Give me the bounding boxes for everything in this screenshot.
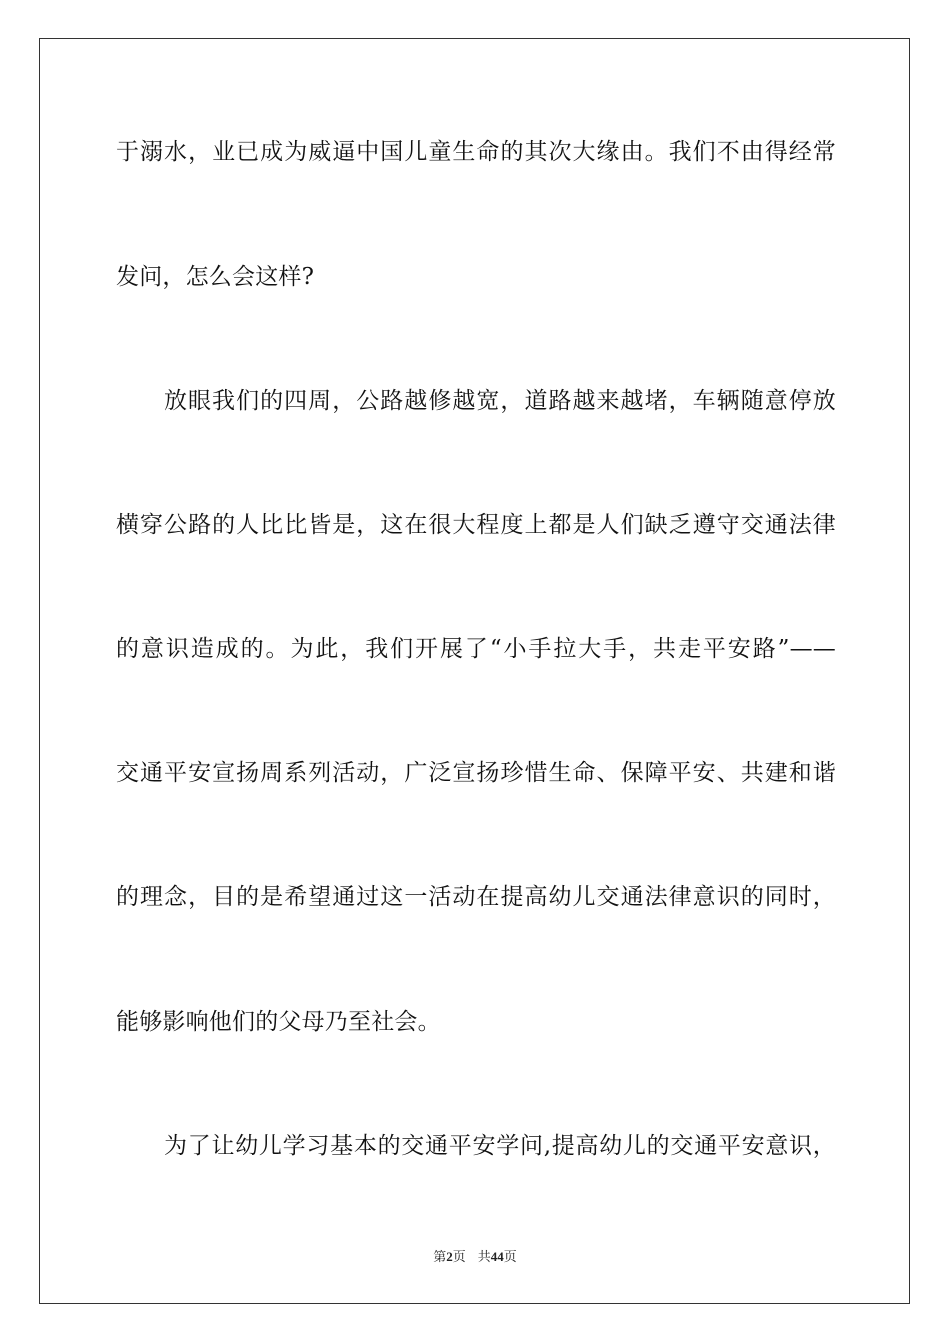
footer-page-number: 2	[446, 1249, 453, 1264]
text-line-8: 能够影响他们的父母乃至社会。	[116, 1009, 441, 1035]
footer-total-suffix: 页	[503, 1250, 517, 1265]
footer-page-suffix: 页	[452, 1250, 466, 1265]
text-line-3: 放眼我们的四周，公路越修越宽，道路越来越堵，车辆随意停放	[164, 388, 836, 414]
text-line-4: 横穿公路的人比比皆是，这在很大程度上都是人们缺乏遵守交通法律	[116, 512, 836, 538]
text-line-7: 的理念，目的是希望通过这一活动在提高幼儿交通法律意识的同时，	[116, 884, 836, 910]
text-line-5: 的意识造成的。为此，我们开展了“小手拉大手，共走平安路”——	[116, 636, 836, 662]
footer-total-pages: 44	[490, 1249, 504, 1264]
footer-page-prefix: 第	[433, 1250, 447, 1265]
text-line-1: 于溺水，业已成为威逼中国儿童生命的其次大缘由。我们不由得经常	[116, 139, 836, 165]
page-border	[39, 38, 910, 1304]
footer-total-prefix: 共	[477, 1250, 491, 1265]
text-line-2: 发问，怎么会这样?	[116, 264, 315, 290]
page-footer	[0, 1248, 950, 1267]
text-line-9: 为了让幼儿学习基本的交通平安学问,提高幼儿的交通平安意识，	[164, 1133, 836, 1159]
text-line-6: 交通平安宣扬周系列活动，广泛宣扬珍惜生命、保障平安、共建和谐	[116, 760, 836, 786]
